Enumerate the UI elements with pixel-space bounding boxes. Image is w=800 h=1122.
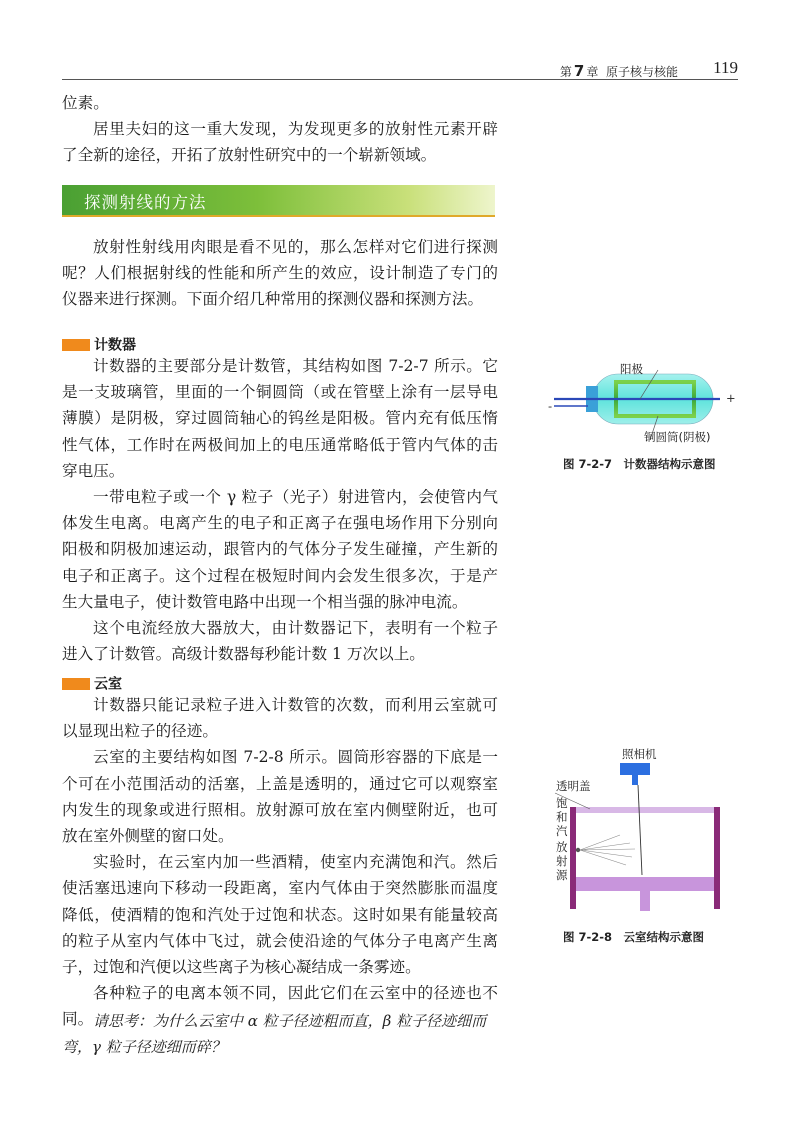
camera-lens bbox=[632, 775, 638, 785]
fig1-minus-sign: - bbox=[548, 399, 553, 413]
chamber-wall-right bbox=[714, 807, 720, 909]
camera-body bbox=[620, 763, 650, 775]
cloud-chamber-diagram bbox=[550, 745, 730, 925]
fig1-label-anode: 阳极 bbox=[620, 362, 643, 376]
radioactive-source bbox=[576, 848, 580, 852]
piston bbox=[576, 877, 714, 891]
cloud-heading bbox=[62, 673, 122, 691]
chamber-wall-left bbox=[570, 807, 576, 909]
cloud-paragraph-4: 各种粒子的电离本领不同，因此它们在云室中的径迹也不同。 bbox=[62, 984, 498, 1029]
cloud-paragraph-1: 计数器只能记录粒子进入计数管的次数，而利用云室就可以显现出粒子的径迹。 bbox=[62, 696, 498, 741]
fig2-label-source: 放 射 源 bbox=[556, 840, 568, 882]
counter-paragraph-2: 一带电粒子或一个 γ 粒子（光子）射进管内，会使管内气体发生电离。电离产生的电子和正离子在强电场作用下分别向阳极和阴极加速运动，跟管内的气体分子发生碰撞，产生新的电子和正离子。这个过程在极短时间内会发生很多次，于是产生大量电子，使计数管电路中出现一个相当强的脉冲电流。 bbox=[62, 488, 498, 611]
cloud-paragraph-3: 实验时，在云室内加一些酒精，使室内充满饱和汽。然后使活塞迅速向下移动一段距离，室内气体由于突然膨胀而温度降低，使酒精的饱和汽处于过饱和状态。这时如果有能量较高的粒子从室内气体中飞过，就会使沿途的气体分子电离产生离子，过饱和汽便以这些离子为核心凝结成一条雾迹。 bbox=[62, 853, 498, 977]
fig2-label-camera: 照相机 bbox=[622, 747, 657, 761]
intro-paragraph: 居里夫妇的这一重大发现，为发现更多的放射性元素开辟了全新的途径，开拓了放射性研究中的一个崭新领域。 bbox=[62, 120, 498, 165]
fig1-plus-sign: + bbox=[726, 391, 736, 405]
section-title-underline bbox=[62, 215, 495, 217]
counter-body bbox=[62, 353, 498, 667]
transparent-lid bbox=[570, 807, 720, 813]
page-number: 119 bbox=[713, 58, 738, 77]
counter-heading-label: 计数器 bbox=[94, 337, 136, 354]
particle-tracks bbox=[580, 785, 642, 875]
counter-paragraph-1: 计数器的主要部分是计数管，其结构如图 7-2-7 所示。它是一支玻璃管，里面的一个铜圆筒（或在管壁上涂有一层导电薄膜）是阴极，穿过圆筒轴心的钨丝是阳极。管内充有低压惰性气体，工作时在两极间加上的电压通常略低于管内气体的击穿电压。 bbox=[62, 357, 498, 480]
cloud-heading-label: 云室 bbox=[94, 676, 122, 693]
fig2-label-vapor: 饱 和 汽 bbox=[556, 796, 568, 838]
think-question: 请思考：为什么云室中 α 粒子径迹粗而直，β 粒子径迹细而弯，γ 粒子径迹细而碎？ bbox=[62, 1012, 487, 1056]
chapter-label: 第 7 章 原子核与核能 bbox=[559, 62, 678, 80]
intro-line: 位素。 bbox=[62, 94, 109, 112]
heading-marker bbox=[62, 678, 90, 690]
fig1-caption: 图 7-2-7 计数器结构示意图 bbox=[563, 457, 716, 471]
section-paragraph: 放射性射线用肉眼是看不见的，那么怎样对它们进行探测呢？人们根据射线的性能和所产生的效应，设计制造了专门的仪器来进行探测。下面介绍几种常用的探测仪器和探测方法。 bbox=[62, 238, 498, 309]
counter-paragraph-3: 这个电流经放大器放大，由计数器记下，表明有一个粒子进入了计数管。高级计数器每秒能计数 1 万次以上。 bbox=[62, 619, 498, 664]
running-header bbox=[62, 58, 738, 80]
fig2-label-lid: 透明盖 bbox=[556, 779, 591, 793]
heading-marker bbox=[62, 339, 90, 351]
cloud-paragraph-2: 云室的主要结构如图 7-2-8 所示。圆筒形容器的下底是一个可在小范围活动的活塞，上盖是透明的，通过它可以观察室内发生的现象或进行照相。放射源可放在室内侧壁附近，也可放在室外侧壁的窗口处。 bbox=[62, 748, 498, 846]
intro-block bbox=[62, 90, 498, 169]
counter-heading bbox=[62, 334, 136, 352]
cloud-body bbox=[62, 692, 498, 1033]
fig2-caption: 图 7-2-8 云室结构示意图 bbox=[563, 930, 705, 944]
piston-rod bbox=[640, 891, 650, 911]
fig1-label-cathode: 铜圆筒(阴极) bbox=[644, 430, 711, 444]
section-title: 探测射线的方法 bbox=[84, 193, 207, 212]
